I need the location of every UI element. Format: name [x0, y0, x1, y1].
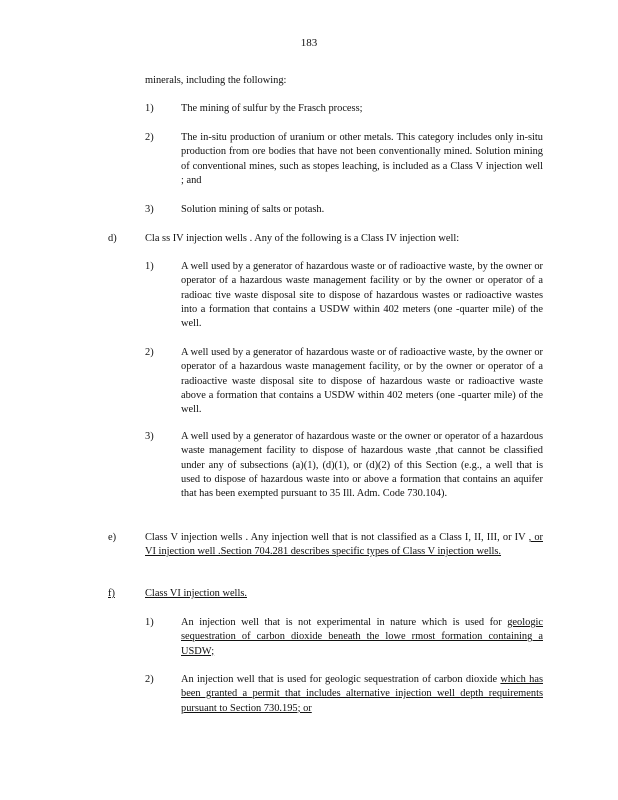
original-text: Class V injection wells . Any injection well that is not classified as a Class I, II, III, or IV: [145, 532, 526, 543]
subsection-heading: Class VI injection wells.: [145, 588, 247, 599]
amended-text: geologic sequestration of carbon dioxide beneath the lowe rmost formation containing a USDW;: [181, 617, 544, 657]
item-number: 2): [145, 132, 154, 143]
item-text: A well used by a generator of hazardous waste or of radioactive waste, by the owner or operator of a hazardous waste management facility, or by the owner or operator of a radioactive waste disposal site to dispose of hazardous waste or radioactive waste above a formation that contains a USDW within 402 meters (one -quarter mile) of the well.: [181, 347, 543, 416]
item-number: 3): [145, 204, 154, 215]
item-number: 1): [145, 261, 154, 272]
subsection-letter: e): [108, 532, 117, 543]
item-number: 2): [145, 347, 154, 358]
item-text: The in-situ production of uranium or other metals. This category includes only in-situ production from ore bodies that have not been conventionally mined. Solution mining of conventional mines, such as stopes leaching, is included as a Class V injection well ; and: [181, 132, 543, 186]
item-text: A well used by a generator of hazardous waste or the owner or operator of a hazardous waste management facility to dispose of hazardous waste ,that cannot be classified under any of subsections (a)(1), (d)(1), or (d)(2) of this Section (e.g., a well that is used to dispose of hazardous waste into or above a formation that contains an aquifer that has been exempted pursuant to 35 Ill. Adm. Code 730.104).: [181, 431, 543, 500]
item-text: Solution mining of salts or potash.: [181, 204, 325, 215]
original-text: An injection well that is used for geologic sequestration of carbon dioxide: [181, 674, 498, 685]
subsection-letter: f): [108, 588, 115, 599]
subsection-text: [145, 531, 543, 560]
subsection-heading: Cla ss IV injection wells . Any of the following is a Class IV injection well:: [145, 233, 460, 244]
item-number: 1): [145, 103, 154, 114]
original-text: An injection well that is not experimental in nature which is used for: [181, 617, 502, 628]
page-number: 183: [300, 37, 318, 49]
intro-text: minerals, including the following:: [145, 75, 287, 86]
item-text: [181, 673, 543, 716]
subsection-letter: d): [108, 233, 117, 244]
item-text: [181, 616, 543, 659]
item-text: A well used by a generator of hazardous waste or of radioactive waste, by the owner or operator of a hazardous waste management facility or by the owner or operator of a radioac tive waste disposal site to dispose of hazardous wastes or radioactive wastes into a formation that contains a USDW within 402 meters (one -quarter mile) of the well.: [181, 261, 543, 330]
item-number: 1): [145, 617, 154, 628]
item-number: 3): [145, 431, 154, 442]
item-text: The mining of sulfur by the Frasch process;: [181, 103, 363, 114]
amended-text: , or VI injection well .Section 704.281 describes specific types of Class V injection wells.: [145, 532, 543, 558]
item-number: 2): [145, 674, 154, 685]
amended-text: which has been granted a permit that includes alternative injection well depth requirements pursuant to Section 730.195; or: [181, 674, 543, 714]
